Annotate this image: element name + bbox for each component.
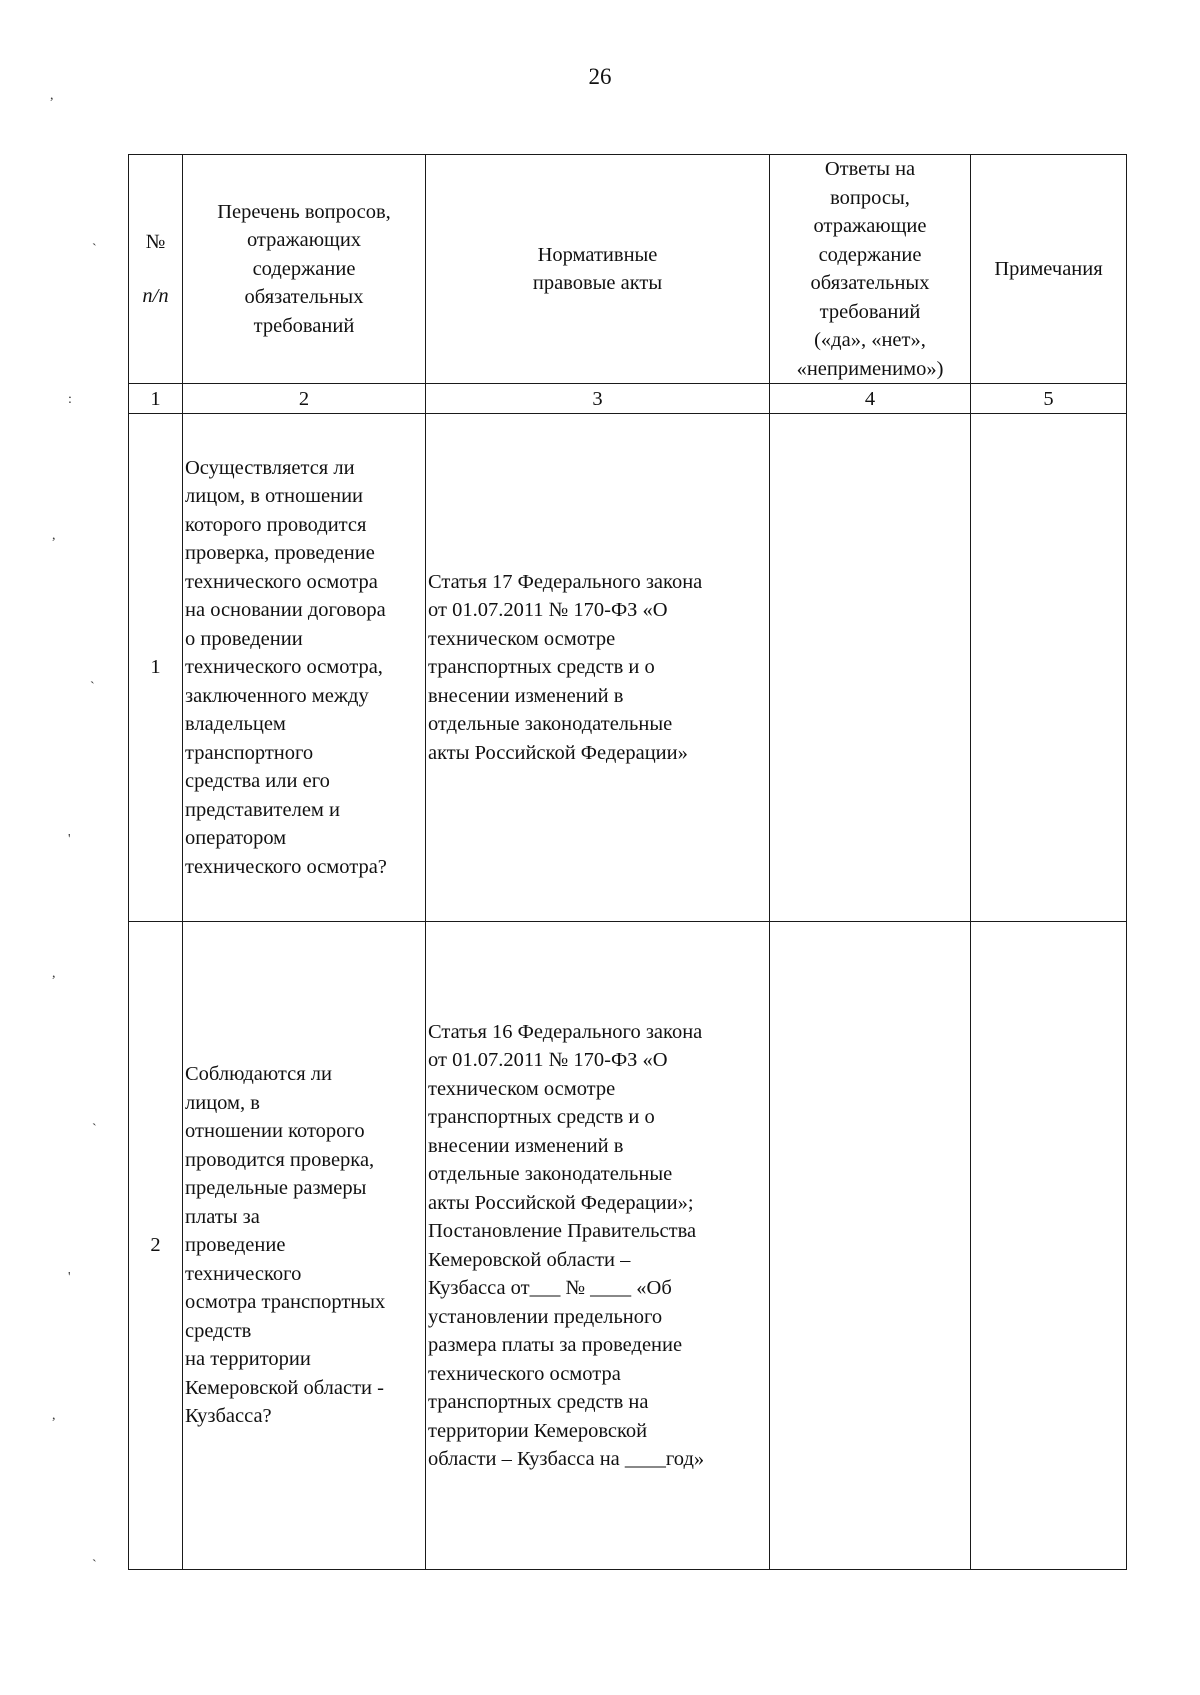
header-acts-text: Нормативные правовые акты [532, 243, 663, 294]
header-questions-text: Перечень вопросов, отражающих содержание обязательных требований [217, 200, 391, 337]
column-number-4: 4 [770, 384, 971, 414]
table-row [129, 414, 1127, 922]
header-number-sign: № [145, 230, 166, 253]
row-act [426, 414, 770, 922]
row-note-cell [971, 922, 1127, 1570]
header-answers [770, 155, 971, 384]
row-question-text: Соблюдаются ли лицом, в отношении которого проводится проверка, предельные размеры платы за проведение технического осмотра транспортных средств на территории Кемеровской области - Кузбасса? [185, 1063, 386, 1428]
scan-mark: ` [90, 680, 95, 695]
scan-mark: ' [68, 832, 71, 847]
header-acts [426, 155, 770, 384]
row-number: 1 [129, 414, 183, 922]
row-question [183, 414, 426, 922]
row-act [426, 922, 770, 1570]
scan-mark: , [52, 528, 56, 543]
header-notes [971, 155, 1127, 384]
row-act-text: Статья 16 Федерального закона от 01.07.2011 № 170-ФЗ «О техническом осмотре транспортных средств и о внесении изменений в отдельные законодательные акты Российской Федерации»; Постановление Правительства Кемеровской области – Кузбасса от___ № ____ «Об установлении предельного размера платы за проведение технического осмотра транспортных средств на территории Кемеровской области – Кузбасса на ____год» [428, 1020, 705, 1470]
scan-mark: ` [92, 242, 97, 257]
row-number: 2 [129, 922, 183, 1570]
row-answer-cell [770, 922, 971, 1570]
header-answers-text: Ответы на вопросы, отражающие содержание обязательных требований («да», «нет», «неприменимо») [796, 158, 944, 380]
row-question [183, 922, 426, 1570]
row-note-cell [971, 414, 1127, 922]
column-number-2: 2 [183, 384, 426, 414]
header-questions [183, 155, 426, 384]
row-act-text: Статья 17 Федерального закона от 01.07.2011 № 170-ФЗ «О техническом осмотре транспортных средств и о внесении изменений в отдельные законодательные акты Российской Федерации» [428, 570, 703, 764]
row-answer-cell [770, 414, 971, 922]
header-row [129, 155, 1127, 384]
table-row [129, 922, 1127, 1570]
page-number: 26 [588, 64, 612, 89]
column-number-row [129, 384, 1127, 414]
scan-mark: ` [92, 1122, 97, 1137]
checklist-table [128, 154, 1127, 1570]
scan-mark: ' [68, 1270, 71, 1285]
scan-mark: , [50, 88, 54, 103]
scan-mark: : [68, 392, 72, 407]
header-notes-text: Примечания [994, 257, 1103, 280]
column-number-5: 5 [971, 384, 1127, 414]
scan-mark: , [52, 966, 56, 981]
row-question-text: Осуществляется ли лицом, в отношении которого проводится проверка, проведение технического осмотра на основании договора о проведении технического осмотра, заключенного между владельцем транспортного средства или его представителем и оператором технического осмотра? [185, 456, 387, 878]
header-number-pp: п/п [142, 285, 169, 307]
scan-mark: , [52, 1408, 56, 1423]
column-number-1: 1 [129, 384, 183, 414]
scan-mark: ` [92, 1558, 97, 1573]
header-number [129, 155, 183, 384]
column-number-3: 3 [426, 384, 770, 414]
